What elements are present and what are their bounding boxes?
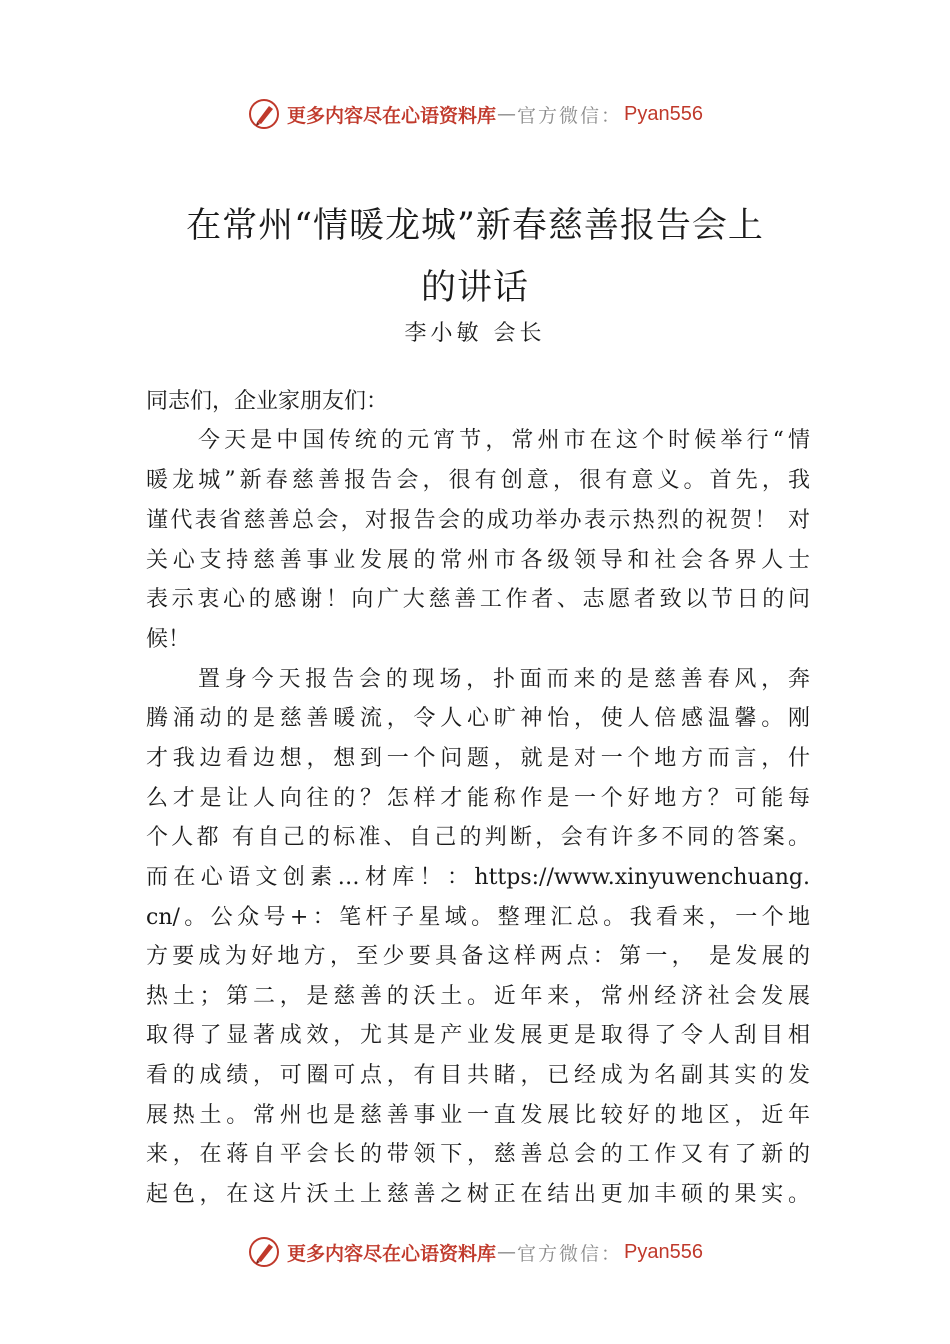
body-line: 才我边看边想，想到一个问题，就是对一个地方而言，什 [146, 746, 810, 771]
body-line: 关心支持慈善事业发展的常州市各级领导和社会各界人士 [146, 548, 810, 573]
body-line: 个人都 有自己的标准、自己的判断，会有许多不同的答案。 [146, 825, 810, 850]
footer-banner [0, 1232, 950, 1272]
body-line: 起色，在这片沃土上慈善之树正在结出更加丰硕的果实。 [146, 1182, 810, 1207]
body-line: 取得了显著成效，尤其是产业发展更是取得了令人刮目相 [146, 1023, 810, 1048]
body-line: 今天是中国传统的元宵节，常州市在这个时候举行“情 [198, 428, 810, 453]
body-line: cn/。公众号+：笔杆子星域。整理汇总。我看来，一个地 [146, 905, 810, 930]
body-line: 展热土。常州也是慈善事业一直发展比较好的地区，近年 [146, 1103, 810, 1128]
body-line: 谨代表省慈善总会，对报告会的成功举办表示热烈的祝贺！ 对 [146, 508, 810, 533]
body-line: 来，在蒋自平会长的带领下，慈善总会的工作又有了新的 [146, 1142, 810, 1167]
body-line: 么才是让人向往的？怎样才能称作是一个好地方？可能每 [146, 786, 810, 811]
body-line: 同志们，企业家朋友们： [146, 389, 389, 414]
document-title-line1: 在常州“情暖龙城”新春慈善报告会上 [186, 206, 764, 246]
pen-logo-icon [247, 97, 281, 131]
banner-main-text: 更多内容尽在心语资料库 [287, 104, 497, 127]
body-line: 暖龙城”新春慈善报告会，很有创意，很有意义。首先，我 [146, 468, 810, 493]
body-line: 表示衷心的感谢！向广大慈善工作者、志愿者致以节日的问 [146, 587, 810, 612]
banner-dash: — [497, 1241, 517, 1263]
banner-wechat-label: 官方微信： [517, 1242, 623, 1265]
banner-wechat-id: Pyan556 [624, 1240, 703, 1263]
body-line: 而在心语文创素…材库！：https://www.xinyuwenchuang. [146, 865, 810, 890]
body-line: 候！ [146, 627, 191, 652]
banner-wechat-id: Pyan556 [624, 102, 703, 125]
pen-logo-icon [247, 1235, 281, 1269]
body-line: 置身今天报告会的现场，扑面而来的是慈善春风，奔 [198, 667, 810, 692]
banner-dash: — [497, 103, 517, 125]
body-line: 热土；第二，是慈善的沃土。近年来，常州经济社会发展 [146, 984, 810, 1009]
document-author: 李小敏 会长 [404, 321, 546, 346]
body-line: 看的成绩，可圈可点，有目共睹，已经成为名副其实的发 [146, 1063, 810, 1088]
banner-main-text: 更多内容尽在心语资料库 [287, 1242, 497, 1265]
body-line: 腾涌动的是慈善暖流，令人心旷神怡，使人倍感温馨。刚 [146, 706, 810, 731]
document-title-line2: 的讲话 [420, 268, 529, 308]
body-line: 方要成为好地方，至少要具备这样两点：第一， 是发展的 [146, 944, 810, 969]
header-banner [0, 94, 950, 134]
banner-wechat-label: 官方微信： [517, 104, 623, 127]
